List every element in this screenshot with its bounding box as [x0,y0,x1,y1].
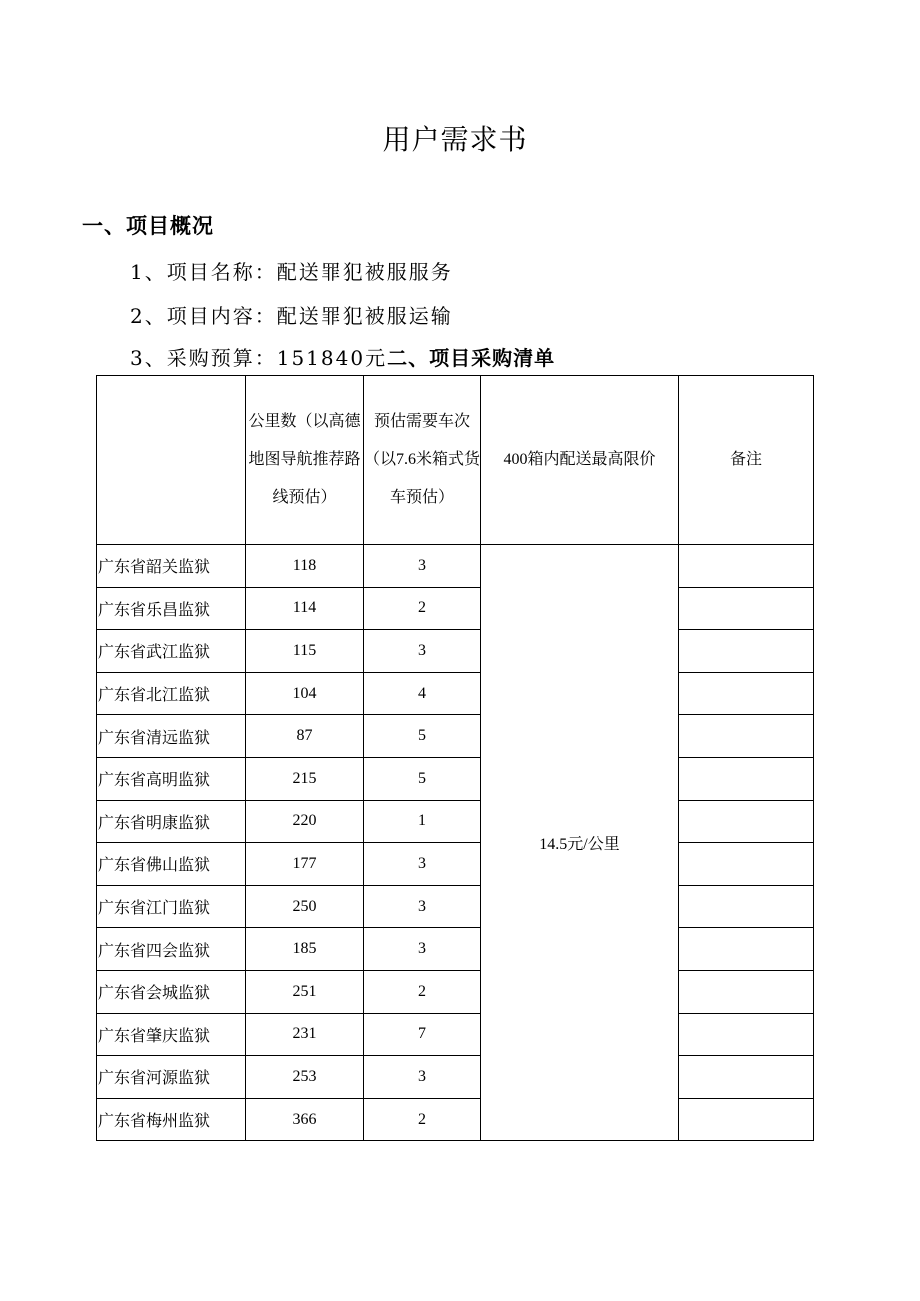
cell-notes [679,672,814,715]
cell-notes [679,545,814,588]
table-row [97,800,814,843]
table-row [97,545,814,588]
cell-location: 广东省佛山监狱 [97,843,246,886]
cell-trips: 3 [364,843,481,886]
header-location [97,376,246,545]
cell-notes [679,1098,814,1141]
cell-location: 广东省北江监狱 [97,672,246,715]
table-row [97,757,814,800]
cell-trips: 3 [364,630,481,673]
cell-notes [679,1013,814,1056]
cell-notes [679,1056,814,1099]
cell-notes [679,885,814,928]
header-price-limit: 400箱内配送最高限价 [481,376,679,545]
table-row [97,928,814,971]
cell-kilometers: 104 [246,672,364,715]
cell-trips: 2 [364,970,481,1013]
cell-location: 广东省乐昌监狱 [97,587,246,630]
table-row [97,672,814,715]
section-heading-procurement-list: 二、项目采购清单 [387,346,556,370]
cell-kilometers: 87 [246,715,364,758]
cell-notes [679,800,814,843]
cell-kilometers: 253 [246,1056,364,1099]
budget-text: 3、采购预算：151840元 [130,346,388,370]
cell-kilometers: 118 [246,545,364,588]
cell-trips: 3 [364,928,481,971]
cell-notes [679,587,814,630]
cell-trips: 1 [364,800,481,843]
cell-notes [679,843,814,886]
table-row [97,1013,814,1056]
cell-trips: 3 [364,1056,481,1099]
budget-line [130,342,555,371]
cell-kilometers: 220 [246,800,364,843]
cell-kilometers: 185 [246,928,364,971]
cell-trips: 5 [364,757,481,800]
table-row [97,587,814,630]
header-kilometers: 公里数（以高德地图导航推荐路线预估） [246,376,364,545]
cell-location: 广东省韶关监狱 [97,545,246,588]
cell-notes [679,970,814,1013]
cell-trips: 3 [364,545,481,588]
cell-trips: 2 [364,1098,481,1141]
table-row [97,970,814,1013]
header-trips: 预估需要车次（以7.6米箱式货车预估） [364,376,481,545]
cell-notes [679,757,814,800]
cell-location: 广东省会城监狱 [97,970,246,1013]
cell-location: 广东省肇庆监狱 [97,1013,246,1056]
table-row [97,885,814,928]
cell-kilometers: 215 [246,757,364,800]
cell-notes [679,630,814,673]
cell-kilometers: 366 [246,1098,364,1141]
project-name-line: 1、项目名称：配送罪犯被服服务 [130,260,453,284]
cell-location: 广东省武江监狱 [97,630,246,673]
cell-location: 广东省梅州监狱 [97,1098,246,1141]
cell-price-limit: 14.5元/公里 [481,545,679,1141]
cell-location: 广东省高明监狱 [97,757,246,800]
cell-notes [679,928,814,971]
table-row [97,630,814,673]
cell-location: 广东省江门监狱 [97,885,246,928]
procurement-table-body [97,376,814,1141]
cell-trips: 5 [364,715,481,758]
table-row [97,843,814,886]
cell-location: 广东省清远监狱 [97,715,246,758]
table-row [97,1056,814,1099]
cell-trips: 3 [364,885,481,928]
project-content-line: 2、项目内容：配送罪犯被服运输 [130,304,453,328]
cell-trips: 2 [364,587,481,630]
cell-location: 广东省明康监狱 [97,800,246,843]
section-heading-overview: 一、项目概况 [82,214,214,238]
cell-kilometers: 250 [246,885,364,928]
cell-kilometers: 114 [246,587,364,630]
cell-notes [679,715,814,758]
table-row [97,1098,814,1141]
table-header-row [97,376,814,545]
cell-trips: 7 [364,1013,481,1056]
header-notes: 备注 [679,376,814,545]
cell-kilometers: 251 [246,970,364,1013]
cell-location: 广东省河源监狱 [97,1056,246,1099]
cell-kilometers: 115 [246,630,364,673]
cell-location: 广东省四会监狱 [97,928,246,971]
cell-trips: 4 [364,672,481,715]
procurement-table [96,375,814,1141]
cell-kilometers: 177 [246,843,364,886]
table-row [97,715,814,758]
document-title: 用户需求书 [382,123,528,156]
cell-kilometers: 231 [246,1013,364,1056]
